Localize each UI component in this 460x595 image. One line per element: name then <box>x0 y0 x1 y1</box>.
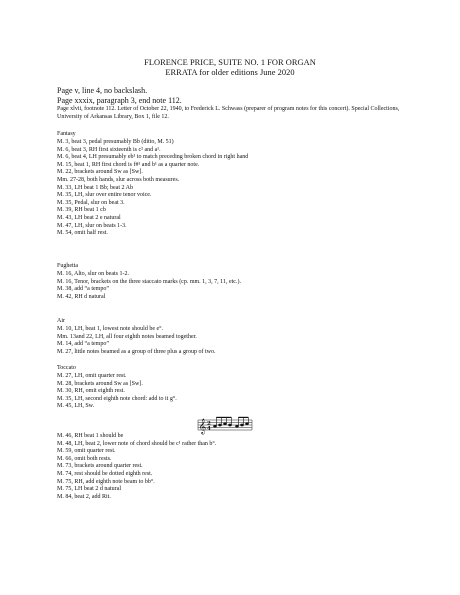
errata-line: M. 22, brackets around Sw as [Sw]. <box>57 169 143 176</box>
errata-line: M. 74, rest should be dotted eighth rest. <box>57 470 153 477</box>
errata-line: M. 48, LH, beat 2, lower note of chord should be c¹ rather than b°. <box>57 440 217 447</box>
errata-line: M. 3, beat 3, pedal presumably Bb (ditto, M. 51) <box>57 138 174 145</box>
errata-line: M. 75, RH, add eighth note beam to bb°. <box>57 478 155 485</box>
errata-line: M. 35, LH, second eighth note chord: add to it g°. <box>57 395 177 402</box>
errata-line: M. 45, LH, Sw. <box>57 403 95 410</box>
errata-line: M. 33, LH beat 1 Bb; beat 2 Ab <box>57 184 133 191</box>
errata-line: M. 10, LH, beat 1, lowest note should be e°. <box>57 325 164 332</box>
errata-line: M. 38, add “a tempo” <box>57 286 109 293</box>
errata-line: M. 43, LH beat 2 e natural <box>57 214 121 221</box>
time-signature-bottom: 4 <box>207 425 211 432</box>
section-air <box>57 318 215 356</box>
errata-line: M. 84, beat 2, add Rit. <box>57 493 111 500</box>
section-title: Air <box>57 318 65 324</box>
time-signature-top: 2 <box>207 420 211 427</box>
section-fantasy <box>57 131 248 238</box>
footnote-paragraph: Page xlvii, footnote 112. Letter of October 22, 1940, to Frederick L. Schwass (preparer of program notes for this concert). Special Collections, University of Arkansas Library, Box 1, file 12. <box>57 106 400 120</box>
errata-line: M. 35, LH, slur over entire tenor voice. <box>57 192 152 199</box>
section-title: Fughetta <box>57 263 78 269</box>
section-toccato-continued <box>57 433 216 501</box>
errata-line: M. 16, Tenor, brackets on the three staccato marks (cp. mm. 1, 3, 7, 11, etc.). <box>57 278 241 285</box>
errata-line: M. 59, omit quarter rest. <box>57 448 116 455</box>
errata-line: M. 46, RH beat 1 should be <box>57 433 124 439</box>
errata-line: M. 39, RH beat 1 cb <box>57 207 106 214</box>
errata-line: M. 16, Alto, slur on beats 1-2. <box>57 270 129 277</box>
errata-line: M. 42, RH d natural <box>57 293 106 300</box>
section-title: Toccato <box>57 365 76 371</box>
section-title: Fantasy <box>57 131 76 137</box>
errata-line: M. 14, add “a tempo” <box>57 341 109 348</box>
errata-line: M. 15, beat 1, RH first chord is f#¹ and b¹ as a quarter note. <box>57 161 200 168</box>
errata-line: Mm. 27-28, both hands, slur across both measures. <box>57 176 180 183</box>
errata-line: M. 27, little notes beamed as a group of three plus a group of two. <box>57 348 216 355</box>
errata-line: M. 54, omit half rest. <box>57 230 108 237</box>
document-title: FLORENCE PRICE, SUITE NO. 1 FOR ORGAN <box>144 58 316 67</box>
errata-line: M. 35, Pedal, slur on beat 3. <box>57 199 125 206</box>
heading-page-xxxix: Page xxxix, paragraph 3, end note 112. <box>57 96 182 105</box>
errata-line: M. 6, beat 4, LH presumably eb¹ to match preceding broken chord in right hand <box>57 154 249 161</box>
errata-line: M. 47, LH, slur on beats 1-3. <box>57 222 127 229</box>
errata-line: Mm. 13and 22, LH, all four eighth notes beamed together. <box>57 333 197 340</box>
errata-line: M. 28, brackets around Sw as [Sw]. <box>57 380 143 387</box>
errata-line: M. 73, brackets around quarter rest. <box>57 463 143 470</box>
document-subtitle: ERRATA for older editions June 2020 <box>165 68 295 77</box>
errata-line: M. 75, LH beat 2 d natural <box>57 486 121 493</box>
section-toccato <box>57 365 177 411</box>
treble-clef-icon: 𝄞 <box>198 419 207 435</box>
errata-line: M. 27, LH, omit quarter rest. <box>57 372 127 379</box>
heading-page-v: Page v, line 4, no backslash. <box>57 86 148 95</box>
errata-line: M. 6, beat 3, RH first sixteenth is c² and a¹. <box>57 146 161 153</box>
section-fughetta <box>57 263 241 301</box>
errata-line: M. 66, omit both rests. <box>57 455 112 462</box>
errata-line: M. 30, RH, omit eighth rest. <box>57 388 125 395</box>
